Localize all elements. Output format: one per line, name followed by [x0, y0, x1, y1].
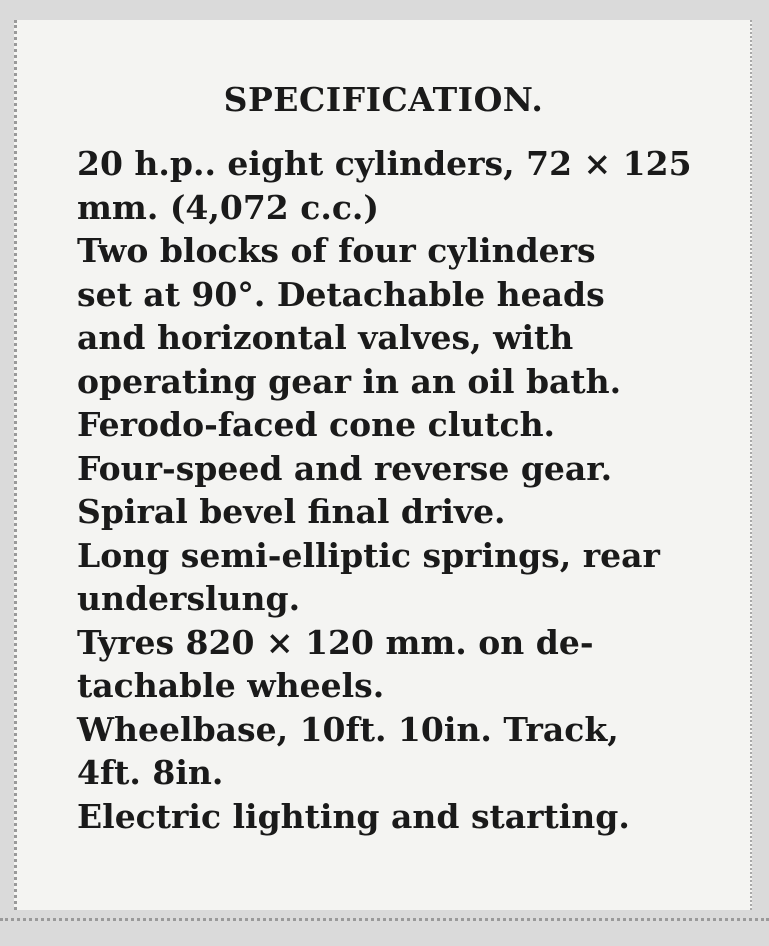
- spec-item-engine: [77, 142, 707, 229]
- spec-line: Spiral bevel final drive.: [77, 492, 506, 531]
- spec-line: Electric lighting and starting.: [77, 796, 630, 836]
- specification-panel: [14, 20, 752, 910]
- spec-line: Two blocks of four cylinders: [77, 231, 596, 270]
- spec-line: Tyres 820 × 120 mm. on de-: [77, 622, 594, 662]
- spec-line: Wheelbase, 10ft. 10in. Track,: [77, 709, 619, 749]
- bottom-rule: [0, 918, 769, 926]
- spec-item-clutch: [77, 403, 707, 447]
- spec-line: and horizontal valves, with: [77, 318, 574, 357]
- page-title: SPECIFICATION.: [223, 80, 544, 119]
- spec-line: 20 h.p.. eight cylinders, 72 × 125: [77, 144, 692, 183]
- spec-item-final-drive: [77, 490, 707, 534]
- spec-item-cylinders: [77, 229, 707, 403]
- specification-list: [77, 142, 707, 838]
- spec-line: Four-speed and reverse gear.: [77, 448, 613, 488]
- spec-line: Ferodo-faced cone clutch.: [77, 405, 556, 444]
- spec-item-electrics: [77, 795, 707, 839]
- spec-item-wheelbase: [77, 708, 707, 795]
- spec-line: tachable wheels.: [77, 666, 385, 705]
- spec-item-springs: [77, 534, 707, 621]
- spec-line: operating gear in an oil bath.: [77, 361, 622, 401]
- spec-line: 4ft. 8in.: [77, 753, 224, 792]
- spec-line: Long semi-elliptic springs, rear: [77, 535, 660, 575]
- spec-item-tyres: [77, 621, 707, 708]
- spec-item-gearbox: [77, 447, 707, 491]
- spec-line: mm. (4,072 c.c.): [77, 187, 380, 227]
- spec-line: underslung.: [77, 579, 301, 618]
- spec-line: set at 90°. Detachable heads: [77, 274, 605, 314]
